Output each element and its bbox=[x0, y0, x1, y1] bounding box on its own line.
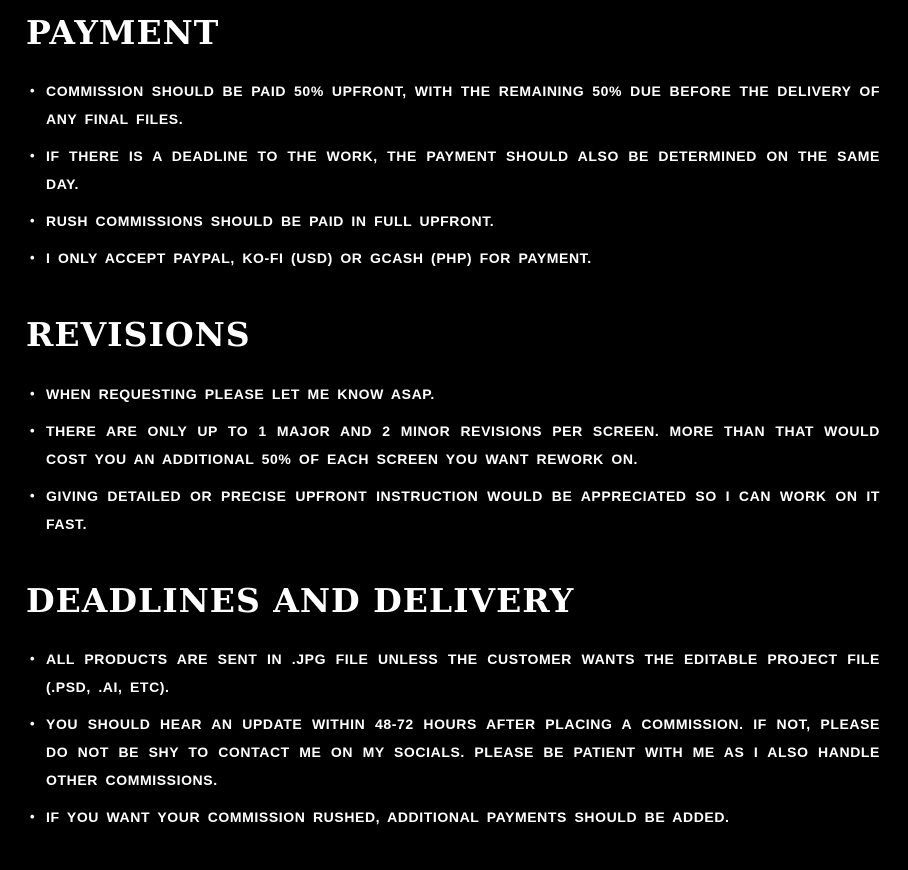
deadlines-bullet-list bbox=[26, 645, 880, 831]
bullet-text: IF YOU WANT YOUR COMMISSION RUSHED, ADDITIONAL PAYMENTS SHOULD BE ADDED. bbox=[46, 808, 730, 825]
list-item bbox=[30, 380, 880, 408]
list-item bbox=[30, 207, 880, 235]
bullet-text: THERE ARE ONLY UP TO 1 MAJOR AND 2 MINOR REVISIONS PER SCREEN. MORE THAN THAT WOULD COST YOU AN ADDITIONAL 50% OF EACH SCREEN YOU WANT REWORK ON. bbox=[46, 422, 880, 467]
bullet-text: WHEN REQUESTING PLEASE LET ME KNOW ASAP. bbox=[46, 385, 435, 402]
bullet-text: I ONLY ACCEPT PAYPAL, KO-FI (USD) OR GCASH (PHP) FOR PAYMENT. bbox=[46, 250, 592, 267]
bullet-icon: • bbox=[30, 650, 35, 666]
list-item bbox=[30, 710, 880, 794]
bullet-text: COMMISSION SHOULD BE PAID 50% UPFRONT, WITH THE REMAINING 50% DUE BEFORE THE DELIVERY OF ANY FINAL FILES. bbox=[46, 83, 880, 128]
section-revisions bbox=[26, 314, 880, 537]
section-deadlines-delivery bbox=[26, 580, 880, 831]
payment-bullet-list bbox=[26, 77, 880, 272]
list-item bbox=[30, 417, 880, 473]
bullet-text: IF THERE IS A DEADLINE TO THE WORK, THE PAYMENT SHOULD ALSO BE DETERMINED ON THE SAME DAY. bbox=[46, 148, 880, 193]
list-item bbox=[30, 142, 880, 198]
list-item bbox=[30, 77, 880, 133]
bullet-icon: • bbox=[30, 808, 35, 824]
bullet-icon: • bbox=[30, 422, 35, 438]
section-title-payment: PAYMENT bbox=[26, 13, 220, 52]
revisions-bullet-list bbox=[26, 380, 880, 538]
section-title-deadlines-delivery: DEADLINES AND DELIVERY bbox=[26, 580, 575, 620]
bullet-icon: • bbox=[30, 250, 35, 266]
bullet-icon: • bbox=[30, 487, 35, 503]
list-item bbox=[30, 244, 880, 272]
section-title-revisions: REVISIONS bbox=[26, 315, 251, 355]
list-item bbox=[30, 803, 880, 831]
section-payment bbox=[26, 12, 880, 272]
list-item bbox=[30, 645, 880, 701]
bullet-text: RUSH COMMISSIONS SHOULD BE PAID IN FULL UPFRONT. bbox=[46, 213, 495, 230]
bullet-icon: • bbox=[30, 213, 35, 229]
bullet-icon: • bbox=[30, 715, 35, 731]
bullet-icon: • bbox=[30, 83, 35, 99]
bullet-icon: • bbox=[30, 148, 35, 164]
bullet-text: ALL PRODUCTS ARE SENT IN .JPG FILE UNLESS THE CUSTOMER WANTS THE EDITABLE PROJECT FILE (.PSD, .AI, ETC). bbox=[46, 650, 880, 695]
bullet-icon: • bbox=[30, 385, 35, 401]
bullet-text: YOU SHOULD HEAR AN UPDATE WITHIN 48-72 HOURS AFTER PLACING A COMMISSION. IF NOT, PLEASE DO NOT BE SHY TO CONTACT ME ON MY SOCIALS. PLEASE BE PATIENT WITH ME AS I ALSO HANDLE OTHER COMMISSIONS. bbox=[46, 715, 880, 788]
bullet-text: GIVING DETAILED OR PRECISE UPFRONT INSTRUCTION WOULD BE APPRECIATED SO I CAN WORK ON IT FAST. bbox=[46, 487, 880, 532]
list-item bbox=[30, 482, 880, 538]
